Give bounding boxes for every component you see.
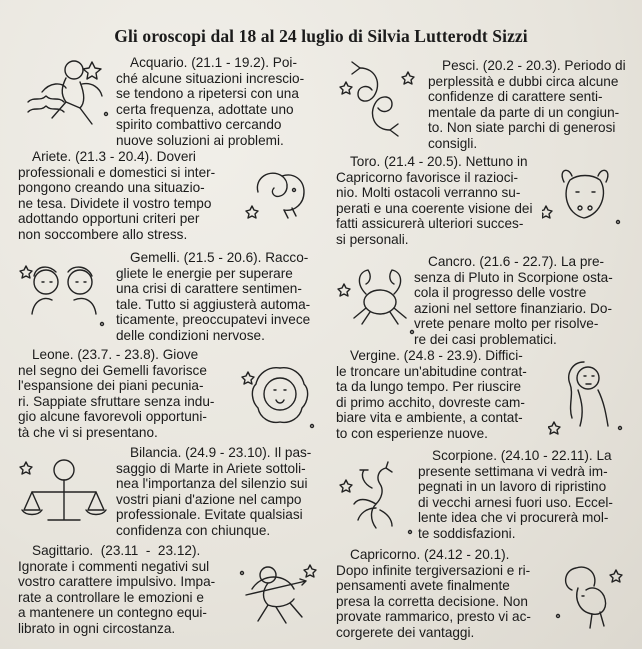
pisces-line: consigli. (428, 135, 478, 151)
aquarius-line: certa frequenza, adottate uno (116, 101, 294, 117)
sagittarius-line: Sagittario. (23.11 - 23.12). (32, 543, 201, 558)
virgo-icon (548, 352, 628, 436)
leo-line: ri. Sappiate sfruttare senza indu- (18, 393, 215, 409)
virgo-line: to con esperienze nuove. (336, 425, 488, 441)
taurus-line: Toro. (21.4 - 20.5). Nettuno in (350, 154, 528, 169)
scorpio-line: te soddisfazioni. (418, 525, 516, 541)
capricorn-line: corgerete dei vantaggi. (336, 624, 475, 640)
gemini-icon (18, 254, 110, 336)
capricorn-line: provate rammarico, presto vi ac- (336, 609, 531, 625)
taurus-icon (542, 162, 628, 240)
horoscope-leo (18, 347, 248, 441)
aquarius-line: Acquario. (21.1 - 19.2). Poi- (130, 55, 297, 70)
sagittarius-icon (232, 555, 320, 633)
libra-line: vostri piani d'azione nel campo (116, 491, 302, 507)
libra-line: Bilancia. (24.9 - 23.10). Il pas- (130, 445, 312, 460)
page-title: Gli oroscopi dal 18 al 24 luglio di Silvia Lutterodt Sizzi (114, 26, 528, 46)
libra-line: professionale. Evitate qualsiasi (116, 507, 303, 523)
leo-line: l'espansione dei piani pecunia- (18, 378, 204, 394)
sagittarius-line: librato in ogni circostanza. (18, 620, 176, 636)
cancer-line: cola il progresso delle vostre (414, 285, 587, 301)
gemini-line: tale. Tutto si aggiusterà automa- (116, 296, 311, 312)
capricorn-line: pensamenti avete finalmente (336, 578, 510, 594)
virgo-line: Vergine. (24.8 - 23.9). Diffici- (350, 348, 523, 363)
horoscope-cancer (414, 254, 628, 348)
gemini-line: gliete le energie per superare (116, 265, 293, 281)
cancer-line: Cancro. (21.6 - 22.7). La pre- (428, 254, 605, 269)
sagittarius-line: Ignorate i commenti negativi sul (18, 558, 210, 574)
pisces-line: perplessità e dubbi circa alcune (428, 73, 619, 89)
cancer-line: vrete penare molto per risolve- (414, 316, 599, 332)
leo-line: nel segno dei Gemelli favorisce (18, 362, 207, 378)
aries-line: adottando opportuni criteri per (18, 211, 200, 227)
sagittarius-line: a mantenere un contegno equi- (18, 605, 207, 621)
libra-line: nea l'importanza del silenzio sui (116, 476, 308, 492)
scorpio-line: pegnati in un lavoro di ripristino (418, 479, 607, 495)
pisces-line: Pesci. (20.2 - 20.3). Periodo di (442, 58, 626, 73)
horoscope-virgo (336, 348, 550, 442)
scorpio-line: presente settimana vi vedrà im- (418, 463, 608, 479)
sagittarius-line: rate a controllare le emozioni e (18, 589, 204, 605)
aries-line: Ariete. (21.3 - 20.4). Doveri (32, 149, 196, 164)
libra-line: saggio di Marte in Ariete sottoli- (116, 460, 306, 476)
aries-line: non soccombere allo stress. (18, 226, 188, 242)
virgo-line: ta da lungo tempo. Per riuscire (336, 379, 522, 395)
aries-line: pongono creando una situazio- (18, 180, 205, 196)
aries-line: professionali e domestici si inter- (18, 164, 216, 180)
gemini-line: una crisi di carattere sentimen- (116, 281, 302, 297)
cancer-line: azioni nel settore finanziario. Do- (414, 300, 612, 316)
scorpio-line: di vecchi arnesi fuori uso. Eccel- (418, 494, 613, 510)
aquarius-line: ché alcune situazioni increscio- (116, 70, 305, 86)
pisces-line: confidenze di carattere senti- (428, 89, 603, 105)
leo-icon (240, 352, 320, 436)
taurus-line: si personali. (336, 231, 409, 247)
libra-icon (18, 450, 110, 536)
leo-line: gio alcune favorevoli opportuni- (18, 409, 207, 425)
cancer-icon (336, 262, 420, 338)
gemini-line: ticamente, preoccupatevi invece (116, 312, 311, 328)
gemini-line: delle condizioni nervose. (116, 327, 265, 343)
scorpio-icon (336, 458, 420, 544)
leo-line: Leone. (23.7. - 23.8). Giove (32, 347, 199, 362)
aquarius-line: se tendono a ripetersi con una (116, 86, 299, 102)
libra-line: confidenza con chiunque. (116, 522, 271, 538)
capricorn-line: Capricorno. (24.12 - 20.1). (350, 547, 510, 562)
aries-line: ne tesa. Dividete il vostro tempo (18, 195, 212, 211)
gemini-line: Gemelli. (21.5 - 20.6). Racco- (130, 250, 309, 265)
horoscope-scorpio (418, 448, 628, 542)
horoscope-taurus (336, 154, 550, 248)
virgo-line: di primo acchito, dovreste cam- (336, 394, 525, 410)
aquarius-line: nuove soluzioni ai problemi. (116, 132, 284, 148)
horoscope-aquarius (116, 55, 322, 149)
virgo-line: le troncare un'abitudine contrat- (336, 363, 527, 379)
horoscope-gemini (116, 250, 322, 344)
aries-icon (244, 158, 314, 228)
taurus-line: Capricorno favorisce il razioci- (336, 169, 519, 185)
cancer-line: senza di Pluto in Scorpione osta- (414, 269, 613, 285)
aquarius-line: spirito combattivo cercando (116, 117, 282, 133)
capricorn-line: Dopo infinite tergiversazioni e ri- (336, 562, 531, 578)
pisces-line: mentale da parte di un congiun- (428, 104, 620, 120)
pisces-icon (332, 58, 424, 140)
leo-line: tà che vi si presentano. (18, 424, 158, 440)
virgo-line: biare vita e ambiente, a contat- (336, 410, 523, 426)
horoscope-sagittarius (18, 543, 240, 637)
horoscope-libra (116, 445, 322, 539)
cancer-line: re dei casi problematici. (414, 331, 557, 347)
taurus-line: perati e una coerente visione dei (336, 200, 533, 216)
capricorn-icon (546, 556, 630, 636)
scorpio-line: lente idea che vi procurerà mol- (418, 510, 609, 526)
horoscope-aries (18, 149, 248, 243)
taurus-line: nio. Molti ostacoli verranno su- (336, 185, 521, 201)
horoscope-capricorn (336, 547, 548, 641)
pisces-line: to. Non siate parchi di generosi (428, 120, 616, 136)
aquarius-icon (22, 52, 114, 136)
horoscope-pisces (428, 58, 628, 152)
sagittarius-line: vostro carattere impulsivo. Impa- (18, 574, 216, 590)
capricorn-line: presa la corretta decisione. Non (336, 593, 528, 609)
scorpio-line: Scorpione. (24.10 - 22.11). La (432, 448, 612, 463)
taurus-line: fatti assicurerà ulteriori succes- (336, 216, 524, 232)
